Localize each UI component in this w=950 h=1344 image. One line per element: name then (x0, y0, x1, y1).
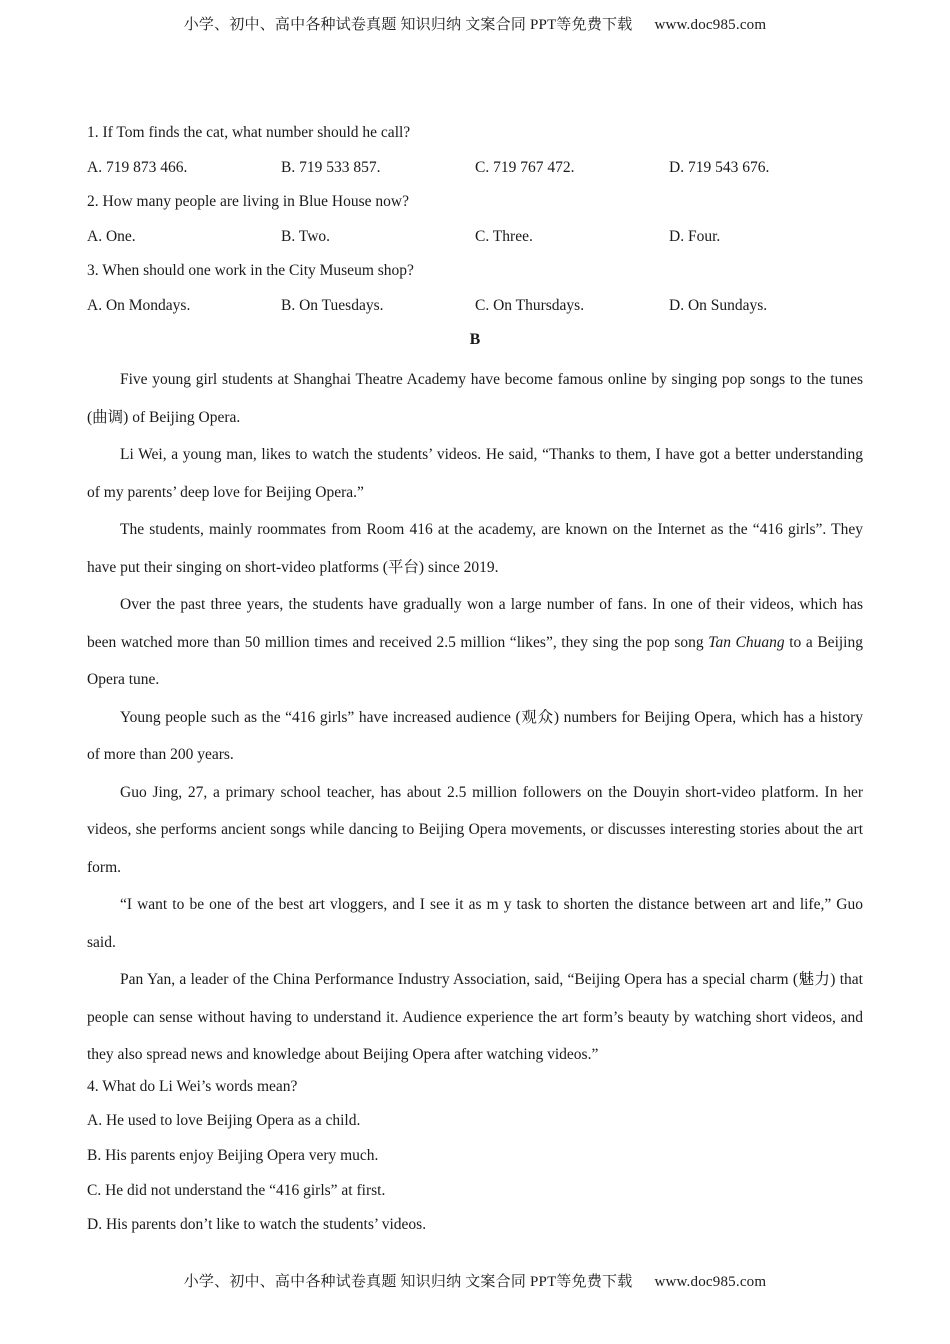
option-b: B. 719 533 857. (281, 158, 381, 176)
page-footer (0, 1270, 950, 1291)
option-c: C. 719 767 472. (475, 158, 575, 176)
document-body (87, 120, 863, 1247)
page-header (0, 13, 950, 34)
passage-paragraph: Pan Yan, a leader of the China Performance Industry Association, said, “Beijing Opera has a special charm (魅力) that people can sense without having to understand it. Audience experience the art form’s beauty by watching short videos, and they also spread news and knowledge about Beijing Opera after watching videos.” (87, 971, 863, 1063)
question-4-block (87, 1074, 863, 1247)
question-2-options (87, 224, 863, 259)
passage-paragraph: Young people such as the “416 girls” have increased audience (观众) numbers for Beijing Opera, which has a history of more than 200 years. (87, 708, 863, 763)
passage-paragraph-fans (87, 586, 863, 699)
reading-passage (87, 361, 863, 1074)
fans-text-before: Over the past three years, the students have gradually won a large number of fans. In one of their videos, which has been watched more than 50 million times and received 2.5 million “likes”, they sing the pop song (87, 596, 863, 651)
option-a: A. He used to love Beijing Opera as a child. (87, 1112, 361, 1130)
question-2: 2. How many people are living in Blue House now? (87, 193, 409, 210)
option-a: A. One. (87, 227, 136, 245)
passage-paragraph: Li Wei, a young man, likes to watch the students’ videos. He said, “Thanks to them, I have got a better understanding of my parents’ deep love for Beijing Opera.” (87, 446, 863, 501)
section-title: B (469, 331, 481, 348)
question-3-options (87, 293, 863, 328)
question-3: 3. When should one work in the City Museum shop? (87, 262, 414, 279)
passage-paragraph: “I want to be one of the best art vloggers, and I see it as m y task to shorten the distance between art and life,” Guo said. (87, 896, 863, 951)
passage-paragraph: The students, mainly roommates from Room 416 at the academy, are known on the Internet as the “416 girls”. They have put their singing on short-video platforms (平台) since 2019. (87, 521, 863, 576)
option-d: D. On Sundays. (669, 296, 768, 314)
option-c: C. Three. (475, 227, 533, 245)
option-d: D. His parents don’t like to watch the students’ videos. (87, 1216, 427, 1234)
header-text: 小学、初中、高中各种试卷真题 知识归纳 文案合同 PPT等免费下载 (183, 17, 633, 33)
question-4: 4. What do Li Wei’s words mean? (87, 1077, 298, 1095)
option-a: A. On Mondays. (87, 296, 191, 314)
song-title: Tan Chuang (708, 633, 785, 651)
footer-site-link[interactable]: www.doc985.com (654, 1274, 767, 1290)
option-d: D. Four. (669, 227, 721, 245)
option-b: B. On Tuesdays. (281, 296, 384, 314)
option-a: A. 719 873 466. (87, 158, 188, 176)
option-c: C. On Thursdays. (475, 296, 585, 314)
option-d: D. 719 543 676. (669, 158, 770, 176)
passage-paragraph: Guo Jing, 27, a primary school teacher, has about 2.5 million followers on the Douyin short-video platform. In her videos, she performs ancient songs while dancing to Beijing Opera movements, or discusses interesting stories about the art form. (87, 783, 863, 876)
header-site-link[interactable]: www.doc985.com (654, 17, 767, 33)
footer-text: 小学、初中、高中各种试卷真题 知识归纳 文案合同 PPT等免费下载 (183, 1274, 633, 1290)
question-1: 1. If Tom finds the cat, what number should he call? (87, 124, 411, 141)
question-1-options (87, 155, 863, 190)
option-b: B. Two. (281, 227, 331, 245)
fans-text-after: to a Beijing Opera tune. (87, 633, 863, 688)
option-c: C. He did not understand the “416 girls” at first. (87, 1181, 386, 1199)
option-b: B. His parents enjoy Beijing Opera very much. (87, 1146, 379, 1164)
passage-paragraph: Five young girl students at Shanghai Theatre Academy have become famous online by singing pop songs to the tunes (曲调) of Beijing Opera. (87, 371, 863, 426)
